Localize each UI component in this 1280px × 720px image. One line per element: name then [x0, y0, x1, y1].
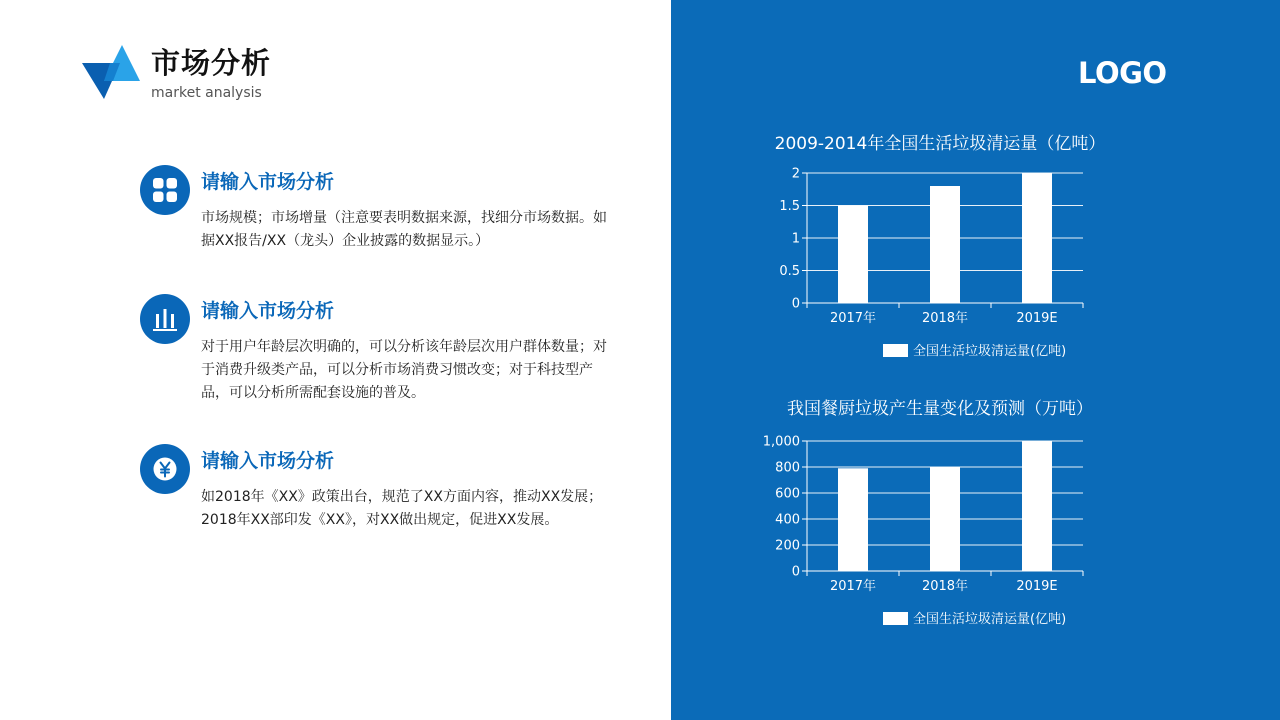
- y-tick-label: 200: [775, 538, 800, 554]
- y-tick-label: 1.5: [779, 199, 800, 214]
- y-tick-label: 600: [775, 486, 800, 502]
- y-tick-label: 0: [791, 296, 800, 312]
- legend-label: 全国生活垃圾清运量(亿吨): [913, 344, 1067, 359]
- x-tick-label: 2017年: [829, 579, 877, 594]
- brand-triangle-icon: [80, 44, 144, 102]
- grid-icon: [140, 165, 190, 215]
- y-tick-label: 2: [791, 166, 800, 182]
- y-tick-label: 1: [791, 231, 800, 247]
- item-body: 如2018年《XX》政策出台，规范了XX方面内容，推动XX发展；2018年XX部印发《XX》，对XX做出规定，促进XX发展。: [201, 489, 603, 528]
- y-tick-label: 400: [775, 512, 800, 528]
- page-subtitle: market analysis: [151, 85, 262, 101]
- x-tick-label: 2018年: [921, 311, 969, 326]
- analysis-item: [140, 165, 620, 265]
- y-tick-label: 1,000: [762, 434, 800, 450]
- x-tick-label: 2019E: [1016, 579, 1058, 594]
- bar-chart-icon: [140, 294, 190, 344]
- chart-title: 我国餐厨垃圾产生量变化及预测（万吨）: [787, 399, 1093, 419]
- page-title: 市场分析: [151, 46, 272, 80]
- yen-icon: [140, 444, 190, 494]
- bar: [1022, 441, 1052, 571]
- item-body: 对于用户年龄层次明确的，可以分析该年龄层次用户群体数量；对于消费升级类产品，可以分析市场消费习惯改变；对于科技型产品，可以分析所需配套设施的普及。: [201, 339, 607, 401]
- y-tick-label: 800: [775, 460, 800, 476]
- legend-label: 全国生活垃圾清运量(亿吨): [913, 612, 1067, 627]
- item-heading: 请输入市场分析: [201, 171, 335, 193]
- bar: [930, 467, 960, 571]
- y-tick-label: 0.5: [779, 264, 800, 279]
- x-tick-label: 2019E: [1016, 311, 1058, 326]
- chart-title: 2009-2014年全国生活垃圾清运量（亿吨）: [774, 134, 1106, 154]
- legend-swatch: [883, 612, 908, 625]
- analysis-item: [140, 444, 620, 564]
- item-heading: 请输入市场分析: [201, 300, 335, 322]
- y-tick-label: 0: [791, 564, 800, 580]
- item-body: 市场规模；市场增量（注意要表明数据来源，找细分市场数据。如据XX报告/XX（龙头）企业披露的数据显示。）: [201, 210, 607, 249]
- x-tick-label: 2017年: [829, 311, 877, 326]
- bar: [838, 206, 868, 304]
- logo-text: LOGO: [1078, 56, 1167, 90]
- x-tick-label: 2018年: [921, 579, 969, 594]
- bar-chart: [740, 428, 1120, 628]
- analysis-item: [140, 294, 620, 414]
- bar: [930, 186, 960, 303]
- legend-swatch: [883, 344, 908, 357]
- item-heading: 请输入市场分析: [201, 450, 335, 472]
- bar: [1022, 173, 1052, 303]
- bar: [838, 468, 868, 571]
- bar-chart: [740, 160, 1120, 360]
